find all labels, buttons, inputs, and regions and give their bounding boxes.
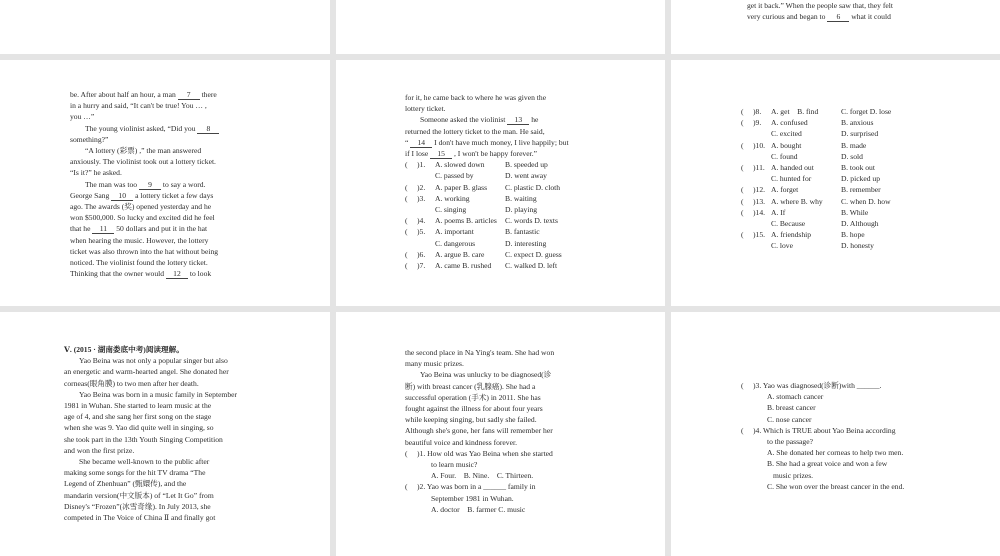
option-row: [405, 238, 600, 249]
text-line: [64, 434, 269, 445]
line-text: returned the lottery ticket to the man. He said,: [405, 126, 545, 136]
text-line: [70, 89, 265, 100]
question-stem: ( )4. Which is TRUE about Yao Beina according: [741, 425, 896, 435]
text-line: [70, 190, 265, 201]
text-line: [405, 392, 600, 403]
line-text: “A lottery (彩票) ,” the man answered: [85, 146, 202, 156]
question-option: A. She donated her corneas to help two men.: [767, 448, 904, 458]
option-b: C. when D. how: [841, 196, 891, 206]
text-line: [70, 111, 265, 122]
question-option: C. nose cancer: [767, 414, 812, 424]
question-number: ( )10.: [741, 140, 766, 150]
option-b: D. playing: [505, 205, 538, 215]
text-line: [405, 414, 600, 425]
line-text-after: he: [529, 115, 539, 125]
text-line: [405, 369, 600, 380]
question-number: ( )4.: [405, 216, 426, 226]
question-stem: ( )2. Yao was born in a ______ family in: [405, 482, 536, 492]
text-line: [64, 467, 269, 478]
option-row: [405, 182, 600, 193]
line-text: “Is it?” he asked.: [70, 168, 122, 178]
line-text: “: [405, 137, 411, 147]
text-line: [64, 456, 269, 467]
option-b: C. plastic D. cloth: [505, 182, 561, 192]
line-text: and won the first prize.: [64, 445, 135, 455]
option-b: B. anxious: [841, 118, 874, 128]
option-row: [741, 184, 941, 195]
question-number: ( )15.: [741, 230, 766, 240]
line-text: 1981 in Wuhan. She started to learn music at the: [64, 401, 212, 411]
text-line: [70, 123, 265, 134]
line-text: Yao Beina was born in a music family in September: [79, 389, 238, 399]
page-panel-8: [336, 312, 665, 556]
text-line: [64, 411, 269, 422]
line-text: she took part in the 13th Youth Singing Competition: [64, 434, 223, 444]
line-text: Disney's “Frozen”(冰雪奇缘). In July 2013, she: [64, 501, 211, 511]
question-number: ( )6.: [405, 249, 426, 259]
option-a: A. argue B. care: [435, 249, 485, 259]
question-number: [741, 151, 771, 162]
option-a: A. paper B. glass: [435, 182, 488, 192]
question-option: C. She won over the breast cancer in the end.: [767, 481, 905, 491]
text-line: [405, 137, 600, 148]
text-line: [70, 212, 265, 223]
line-text: many music prizes.: [405, 359, 464, 369]
question-number: [405, 170, 435, 181]
question-option: A. stomach cancer: [767, 392, 824, 402]
line-text: ticket was also thrown into the hat without being: [70, 246, 219, 256]
option-a: C. dangerous: [435, 238, 476, 248]
answer-blank-number: 8: [197, 124, 219, 134]
option-b: C. expect D. guess: [505, 249, 562, 259]
line-text: lottery ticket.: [405, 104, 446, 114]
page-panel-6: [671, 60, 1000, 306]
cloze-options: [741, 106, 941, 252]
page-panel-4: [0, 60, 330, 306]
answer-blank-number: 14: [410, 138, 432, 148]
option-a: A. friendship: [771, 230, 812, 240]
text-line: [70, 257, 265, 268]
page-panel-9: [671, 312, 1000, 556]
option-b: D. picked up: [841, 174, 881, 184]
text-line: [64, 478, 269, 489]
question-stem: ( )3. Yao was diagnosed(诊断)with ______.: [741, 381, 882, 390]
passage-text-and-options: [405, 92, 600, 271]
question-number: [741, 240, 771, 251]
question-stem: ( )1. How old was Yao Beina when she started: [405, 448, 553, 458]
option-b: C. forget D. lose: [841, 107, 892, 116]
text-line: [70, 223, 265, 234]
option-b: D. went away: [505, 171, 547, 181]
option-row: [741, 106, 941, 117]
question-number: ( )5.: [405, 227, 426, 237]
text-line: [70, 156, 265, 167]
text-line: [70, 201, 265, 212]
line-text-after: to say a word.: [161, 179, 206, 189]
question-number: ( )13.: [741, 196, 766, 206]
line-text: Thinking that the owner would: [70, 269, 166, 279]
line-text: the second place in Na Ying's team. She had won: [405, 348, 555, 357]
option-a: A. came B. rushed: [435, 261, 492, 271]
answer-blank-number: 11: [92, 224, 114, 234]
option-row: [741, 140, 941, 151]
line-text: noticed. The violinist found the lottery ticket.: [70, 258, 208, 268]
option-b: D. honesty: [841, 241, 874, 251]
line-text: for it, he came back to where he was given the: [405, 93, 547, 102]
option-b: B. fantastic: [505, 227, 540, 237]
text-line: [64, 490, 269, 501]
answer-blank-number: 10: [111, 191, 133, 201]
page-panel-1: [0, 0, 330, 54]
page-panel-3: [671, 0, 1000, 54]
page-panel-7: [0, 312, 330, 556]
line-text: corneas(眼角膜) to two men after her death.: [64, 378, 199, 388]
option-b: B. waiting: [505, 193, 537, 203]
option-row: [741, 151, 941, 162]
option-b: D. sold: [841, 151, 863, 161]
line-text-after: , I won't be happy forever.”: [452, 149, 537, 159]
text-line: [64, 400, 269, 411]
option-row: [741, 162, 941, 173]
answer-blank-number: 6: [827, 12, 849, 22]
option-a: A. confused: [771, 118, 808, 128]
question-number: ( )14.: [741, 207, 766, 217]
line-text: ago. The awards (奖) opened yesterday and he: [70, 202, 212, 212]
text-line: [405, 347, 600, 358]
text-line: [405, 403, 600, 414]
option-b: C. words D. texts: [505, 216, 558, 226]
page-panel-2: [336, 0, 665, 54]
line-text-after: there: [199, 90, 217, 99]
text-line: [747, 0, 952, 11]
option-a: C. found: [771, 151, 798, 161]
option-row: [741, 196, 941, 207]
text-line: [70, 235, 265, 246]
reading-passage-questions: [405, 347, 600, 515]
option-a: A. handed out: [771, 163, 814, 173]
line-text: successful operation (手术) in 2011. She has: [405, 392, 541, 402]
option-row: [741, 229, 941, 240]
option-row: [405, 204, 600, 215]
line-text: get it back.” When the people saw that, they felt: [747, 1, 893, 10]
text-line: [64, 512, 269, 523]
line-text: in a hurry and said, “It can't be true! You … ,: [70, 101, 207, 111]
option-b: B. speeded up: [505, 160, 548, 170]
option-b: C. walked D. left: [505, 261, 558, 271]
line-text-after: I don't have much money, I live happily; but: [432, 137, 569, 147]
option-b: B. took out: [841, 163, 875, 173]
text-line: [64, 501, 269, 512]
text-line: [405, 381, 600, 392]
line-text: beautiful voice and kindness forever.: [405, 437, 517, 447]
option-row: [405, 260, 600, 271]
line-text: if I lose: [405, 149, 431, 159]
line-text: making some songs for the hit TV drama “The: [64, 468, 206, 478]
line-text: The young violinist asked, “Did you: [85, 123, 198, 133]
passage-text: [70, 89, 265, 279]
line-text: age of 4, and she sang her first song on the stage: [64, 412, 212, 422]
option-b: B. made: [841, 140, 867, 150]
answer-blank-number: 13: [507, 115, 529, 125]
option-row: [741, 218, 941, 229]
option-row: [741, 240, 941, 251]
line-text-after: 50 dollars and put it in the hat: [114, 224, 208, 234]
line-text: mandarin version(中文版本) of “Let It Go” from: [64, 490, 214, 500]
question-option: A. Four. B. Nine. C. Thirteen.: [431, 471, 534, 481]
text-line: [405, 114, 600, 125]
question-number: ( )12.: [741, 185, 766, 195]
question-number: [741, 218, 771, 229]
text-line: [70, 179, 265, 190]
question-number: ( )3.: [405, 193, 426, 203]
option-a: A. where B. why: [771, 196, 823, 206]
question-number: ( )11.: [741, 163, 765, 173]
line-text: Someone asked the violinist: [420, 115, 508, 125]
option-b: B. While: [841, 207, 869, 217]
line-text: Yao Beina was unlucky to be diagnosed(诊: [420, 370, 552, 380]
text-line: [405, 437, 600, 448]
line-text: anxiously. The violinist took out a lottery ticket.: [70, 157, 216, 167]
line-text: Legend of Zhenhuan” (甄嬛传), and the: [64, 479, 187, 489]
option-row: [405, 170, 600, 181]
line-text: 断) with breast cancer (乳腺癌). She had a: [405, 381, 536, 391]
line-text: very curious and began to: [747, 12, 828, 22]
question-number: ( )1.: [405, 160, 426, 170]
line-text-after: to look: [187, 269, 212, 279]
option-a: A. working: [435, 193, 470, 203]
option-a: A. important: [435, 227, 474, 237]
passage-continuation: [747, 0, 952, 22]
answer-blank-number: 9: [139, 180, 161, 190]
line-text-after: a lottery ticket a few days: [133, 190, 214, 200]
option-a: C. singing: [435, 205, 467, 215]
option-row: [405, 159, 600, 170]
line-text: Although she's gone, her fans will remember her: [405, 426, 553, 436]
option-a: C. hunted for: [771, 174, 812, 184]
text-line: [405, 425, 600, 436]
question-option: to learn music?: [431, 460, 478, 470]
line-text: when she was 9. Yao did quite well in singing, so: [64, 423, 214, 433]
line-text: George Sang: [70, 190, 112, 200]
question-number: [741, 173, 771, 184]
option-row: [405, 193, 600, 204]
text-line: [70, 268, 265, 279]
line-text: She became well-known to the public after: [79, 457, 210, 467]
text-line: [70, 100, 265, 111]
section-header: Ⅴ. (2015 · 湖南娄底中考)阅读理解。: [64, 345, 184, 354]
option-a: A. forget: [771, 185, 799, 195]
text-line: [70, 134, 265, 145]
option-row: [741, 207, 941, 218]
option-a: C. Because: [771, 219, 806, 229]
line-text: be. After about half an hour, a man: [70, 90, 178, 99]
option-b: B. remember: [841, 185, 881, 195]
question-option: music prizes.: [773, 470, 814, 480]
option-row: [405, 249, 600, 260]
question-option: to the passage?: [767, 437, 813, 447]
line-text: an energetic and warm-hearted angel. She donated her: [64, 367, 229, 377]
question-option: B. She had a great voice and won a few: [767, 459, 888, 469]
text-line: [64, 422, 269, 433]
option-row: [405, 215, 600, 226]
text-line: [747, 11, 952, 22]
option-a: C. passed by: [435, 171, 474, 181]
page-panel-5: [336, 60, 665, 306]
reading-questions: [741, 380, 941, 492]
question-option: A. doctor B. farmer C. music: [431, 504, 526, 514]
line-text: competed in The Voice of China Ⅱ and finally got: [64, 513, 216, 523]
question-number: [741, 128, 771, 139]
text-line: [64, 355, 269, 366]
text-line: [70, 145, 265, 156]
option-a: A. If: [771, 207, 786, 217]
option-row: [741, 128, 941, 139]
text-line: [405, 92, 600, 103]
line-text: Yao Beina was not only a popular singer but also: [79, 356, 228, 366]
question-number: ( )2.: [405, 182, 426, 192]
text-line: [70, 246, 265, 257]
option-row: [741, 117, 941, 128]
line-text: won $500,000. So lucky and excited did he feel: [70, 213, 215, 223]
line-text-after: what it could: [849, 12, 891, 22]
question-number: ( )7.: [405, 261, 426, 271]
option-a: A. slowed down: [435, 160, 485, 170]
reading-passage: [64, 344, 269, 523]
option-a: C. love: [771, 241, 793, 251]
question-number: [405, 204, 435, 215]
line-text: when hearing the music. However, the lottery: [70, 235, 209, 245]
option-a: C. excited: [771, 129, 802, 139]
line-text: while keeping singing, but sadly she failed.: [405, 415, 537, 425]
line-text: you …”: [70, 112, 95, 122]
option-b: D. surprised: [841, 129, 879, 139]
option-b: D. Although: [841, 219, 879, 229]
text-line: [405, 103, 600, 114]
question-option: B. breast cancer: [767, 403, 816, 413]
option-b: D. interesting: [505, 238, 547, 248]
answer-blank-number: 15: [430, 149, 452, 159]
text-line: [64, 389, 269, 400]
text-line: [405, 148, 600, 159]
answer-blank-number: 7: [178, 90, 200, 100]
question-option: September 1981 in Wuhan.: [431, 493, 514, 503]
text-line: [405, 358, 600, 369]
question-number: ( )8.: [741, 107, 762, 116]
answer-blank-number: 12: [166, 269, 188, 279]
line-text: something?”: [70, 134, 109, 144]
question-number: [405, 238, 435, 249]
option-a: A. poems B. articles: [435, 216, 497, 226]
text-line: [64, 366, 269, 377]
option-row: [405, 226, 600, 237]
text-line: [64, 445, 269, 456]
option-b: B. hope: [841, 230, 865, 240]
line-text: The man was too: [85, 179, 139, 189]
line-text: fought against the illness for about four years: [405, 404, 543, 414]
question-number: ( )9.: [741, 118, 762, 128]
option-a: A. get B. find: [771, 107, 819, 116]
option-a: A. bought: [771, 140, 802, 150]
text-line: [64, 378, 269, 389]
option-row: [741, 173, 941, 184]
text-line: [70, 167, 265, 178]
line-text: that he: [70, 224, 93, 234]
text-line: [405, 126, 600, 137]
